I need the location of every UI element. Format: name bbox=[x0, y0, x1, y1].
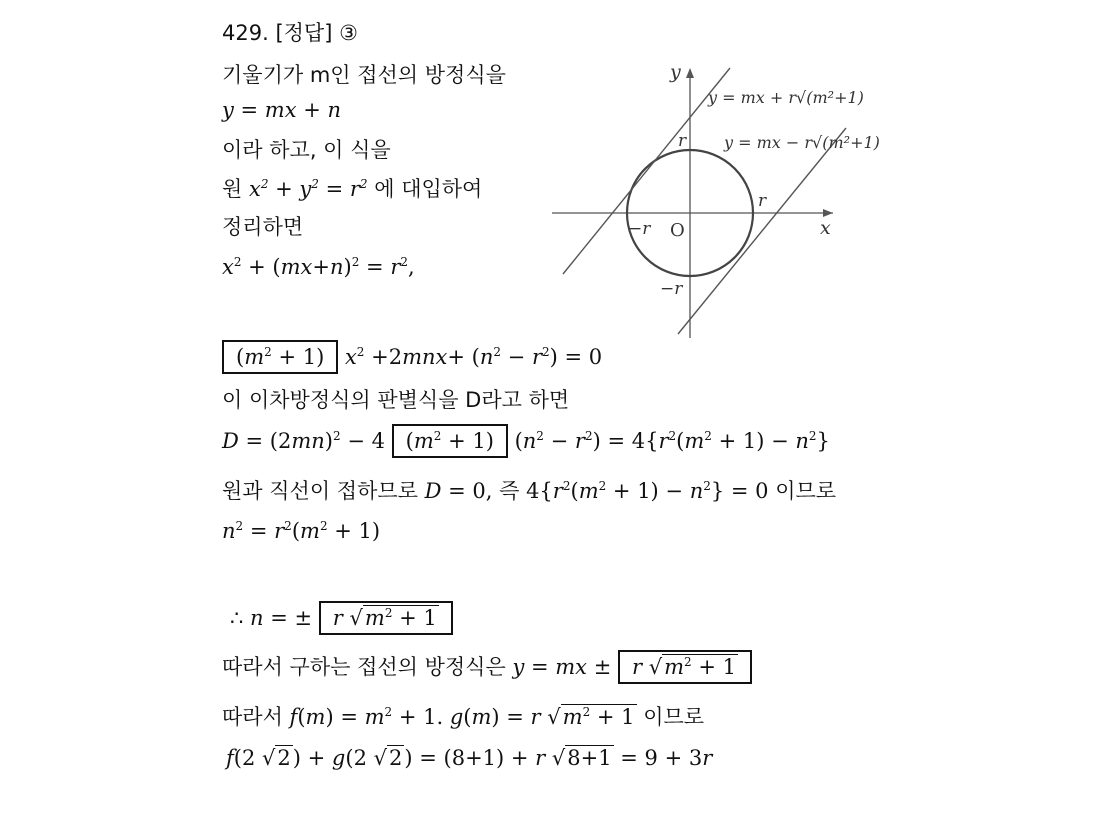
line-n-squared: $n^2 = r^2(m^2 + 1)$ bbox=[222, 519, 381, 543]
label-neg-r-bottom: −r bbox=[660, 279, 683, 299]
origin-label: O bbox=[670, 220, 685, 241]
answer-label: [정답] ③ bbox=[275, 21, 358, 45]
label-r-top: r bbox=[678, 131, 687, 151]
tangent-line-upper bbox=[563, 68, 730, 274]
tangent-lines-graph bbox=[548, 56, 893, 346]
problem-number: 429. bbox=[222, 21, 269, 45]
line-arrange: 정리하면 bbox=[222, 215, 304, 239]
label-neg-r-left: −r bbox=[628, 219, 651, 239]
line-slope-intro: 기울기가 m인 접선의 방정식을 bbox=[222, 63, 506, 87]
x-axis-arrow bbox=[823, 209, 833, 217]
line1-label: y = mx + r√(m²+1) bbox=[708, 88, 864, 107]
line-discriminant-intro: 이 이차방정식의 판별식을 D라고 하면 bbox=[222, 388, 570, 412]
answer-box-3: r $√m^2 + 1$ bbox=[319, 601, 453, 635]
label-r-right: r bbox=[758, 191, 767, 211]
line-final-result: f(2 √2) + g(2 √2) = (8+1) + r √8+1 = 9 + 3r bbox=[226, 746, 713, 770]
x-axis-label: x bbox=[820, 217, 831, 239]
line-tangent-condition: 원과 직선이 접하므로 D = 0, 즉 $4\{r^2(m^2 + 1) - n^2\} = 0$ 이므로 bbox=[222, 479, 837, 503]
line-quadratic: $(m^2 + 1)$ $x^2 +2mnx+ (n^2 - r^2) = 0$ bbox=[222, 340, 602, 374]
line-circle-substitute: 원 $x^2 + y^2 = r^2$ 에 대입하여 bbox=[222, 177, 483, 201]
line-equation-y: y = mx + n bbox=[222, 98, 342, 122]
line-substitute: 이라 하고, 이 식을 bbox=[222, 138, 391, 162]
line-n-value: ∴ n = ± r $√m^2 + 1$ bbox=[230, 601, 453, 635]
y-axis-label: y bbox=[670, 61, 681, 83]
answer-box-1: $(m^2 + 1)$ bbox=[222, 340, 338, 374]
circle-equation: $x^2 + y^2 = r^2$ bbox=[248, 177, 368, 201]
line2-label: y = mx − r√(m²+1) bbox=[724, 133, 880, 152]
line-expanded-equation: $x^2 + (mx+n)^2 = r^2$, bbox=[222, 255, 415, 279]
answer-header bbox=[222, 20, 358, 46]
answer-box-2: $(m^2 + 1)$ bbox=[392, 424, 508, 458]
y-axis-arrow bbox=[686, 68, 694, 78]
line-discriminant: $D = (2mn)^2 - 4$ $(m^2 + 1) (n^2 - r^2) = 4\{r^2(m^2 + 1) - n^2\}$ bbox=[222, 424, 830, 458]
line-function-definitions: 따라서 $f(m) = m^2 + 1$. g(m) = r $√m^2 + 1$ 이므로 bbox=[222, 705, 705, 729]
line-tangent-equation: 따라서 구하는 접선의 방정식은 y = mx ± r $√m^2 + 1$ bbox=[222, 650, 752, 684]
answer-box-4: r $√m^2 + 1$ bbox=[618, 650, 752, 684]
